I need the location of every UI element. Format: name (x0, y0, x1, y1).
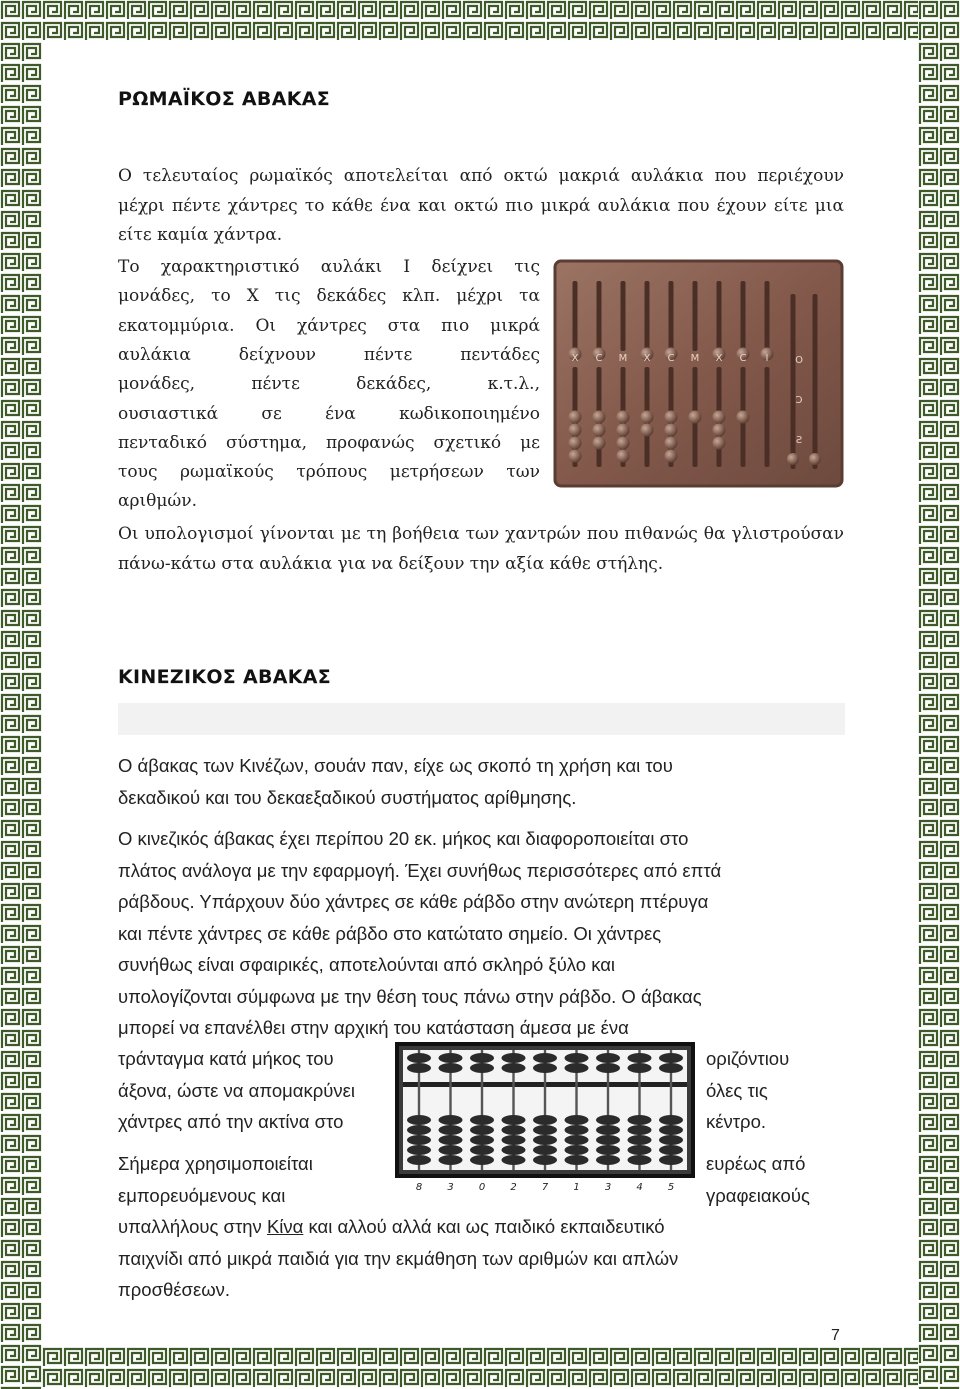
chinese-p2-line: Ο κινεζικός άβακας έχει περίπου 20 εκ. μήκος και διαφοροποιείται στο (118, 828, 689, 849)
chinese-bead (470, 1115, 494, 1125)
wrap-left-line: άξονα, ώστε να απομακρύνει (118, 1079, 355, 1101)
chinese-bead (439, 1135, 463, 1145)
chinese-bead (659, 1155, 683, 1165)
chinese-bead (439, 1063, 463, 1073)
chinese-bead (659, 1145, 683, 1155)
roman-bead (689, 411, 702, 424)
chinese-bead (659, 1125, 683, 1135)
chinese-bead (407, 1155, 431, 1165)
roman-abacus-label: Ƨ (795, 435, 803, 446)
chinese-bead (533, 1063, 557, 1073)
p3-line-with-link (118, 1211, 665, 1243)
chinese-bead (628, 1155, 652, 1165)
chinese-bead (470, 1155, 494, 1165)
chinese-p2-line: υπολογίζονται σύμφωνα με την θέση τους πάνω στην ράβδο. Ο άβακας (118, 985, 702, 1007)
chinese-bead (659, 1063, 683, 1073)
roman-abacus-label: M (618, 353, 628, 364)
roman-bead (809, 453, 821, 465)
roman-p2-line: ουσιαστικά σε ένα κωδικοποιημένο (118, 403, 540, 424)
roman-p2-line: εκατομμύρια. Οι χάντρες στα πιο μικρά (118, 315, 540, 336)
chinese-bead (533, 1155, 557, 1165)
chinese-bead (596, 1145, 620, 1155)
roman-paragraph-1: Ο τελευταίος ρωμαϊκός αποτελείται από οκτώ μακριά αυλάκια που περιέχουν μέχρι πέντε χάντρες το κάθε ένα και οκτώ πιο μικρά αυλάκια που έχουν είτε μια είτε καμία χάντρα. (118, 166, 844, 245)
chinese-bead (565, 1063, 589, 1073)
roman-upper-groove (741, 281, 746, 351)
chinese-p2-line: πλάτος ανάλογα με την εφαρμογή. Έχει συνήθως περισσότερες από επτά (118, 859, 722, 881)
roman-bead (665, 450, 678, 463)
chinese-p2-line: ράβδους. Υπάρχουν δύο χάντρες σε κάθε ράβδο στην ανώτερη πτέρυγα (118, 891, 709, 912)
chinese-bead (628, 1145, 652, 1155)
roman-bead (569, 411, 582, 424)
roman-upper-groove (621, 281, 626, 351)
chinese-digit: 0 (478, 1182, 486, 1193)
chinese-bead (596, 1053, 620, 1063)
roman-bead (787, 453, 799, 465)
chinese-p1-line: Ο άβακας των Κινέζων, σουάν παν, είχε ως σκοπό τη χρήση και του (118, 755, 673, 776)
roman-bead (617, 424, 630, 437)
chinese-bead (407, 1053, 431, 1063)
chinese-bead (502, 1145, 526, 1155)
roman-upper-groove (717, 281, 722, 351)
chinese-abacus-heading: ΚΙΝΕΖΙΚΟΣ ΑΒΑΚΑΣ (118, 666, 332, 688)
chinese-bead (565, 1155, 589, 1165)
chinese-p1-line: δεκαδικού και του δεκαεξαδικού συστήματος αρίθμησης. (118, 786, 577, 808)
chinese-bead (628, 1053, 652, 1063)
chinese-abacus-image (395, 1042, 695, 1197)
roman-side-groove (791, 294, 796, 469)
roman-bead (713, 411, 726, 424)
roman-abacus-label: X (571, 353, 579, 364)
chinese-digit: 3 (604, 1182, 612, 1193)
p3-left-line: Σήμερα χρησιμοποιείται (118, 1153, 313, 1174)
roman-upper-groove (597, 281, 602, 351)
greek-key-border-left (0, 0, 42, 1389)
roman-side-groove (813, 294, 818, 469)
chinese-bead (502, 1115, 526, 1125)
p3-text-post: και αλλού αλλά και ως παιδικό εκπαιδευτικό (303, 1216, 665, 1237)
chinese-bead (502, 1135, 526, 1145)
chinese-bead (502, 1063, 526, 1073)
chinese-bead (407, 1125, 431, 1135)
chinese-p2-line: συνήθως είναι σφαιρικές, αποτελούνται από σκληρό ξύλο και (118, 954, 616, 975)
roman-p2-line: μονάδες, πέντε δεκάδες, κ.τ.λ., (118, 374, 540, 395)
roman-bead (569, 450, 582, 463)
chinese-bead (470, 1053, 494, 1063)
roman-abacus-label: I (765, 353, 769, 364)
chinese-bead (439, 1125, 463, 1135)
chinese-digit: 7 (541, 1182, 549, 1193)
roman-bead (593, 437, 606, 450)
p3-line: παιχνίδι από μικρά παιδιά για την εκμάθηση των αριθμών και απλών (118, 1247, 679, 1269)
chinese-bead (596, 1063, 620, 1073)
wrap-left-line: χάντρες από την ακτίνα στο (118, 1111, 344, 1132)
greek-key-border-right (918, 0, 960, 1389)
p3-text-pre: υπαλλήλους στην (118, 1216, 267, 1237)
roman-bead (713, 424, 726, 437)
chinese-bead (407, 1063, 431, 1073)
roman-p2-line: τους ρωμαϊκούς τρόπους μετρήσεων των (118, 462, 540, 483)
chinese-bead (502, 1155, 526, 1165)
p3-line: προσθέσεων. (118, 1279, 231, 1300)
chinese-bead (533, 1135, 557, 1145)
roman-bead (617, 450, 630, 463)
chinese-digit: 8 (415, 1182, 423, 1193)
chinese-bead (628, 1063, 652, 1073)
roman-bead (617, 437, 630, 450)
chinese-bead (533, 1125, 557, 1135)
chinese-bead (533, 1145, 557, 1155)
chinese-bead (470, 1063, 494, 1073)
chinese-bead (596, 1155, 620, 1165)
chinese-digit: 5 (667, 1182, 675, 1193)
roman-abacus-label: O (795, 355, 803, 366)
chinese-bead (628, 1135, 652, 1145)
roman-bead (737, 411, 750, 424)
roman-bead (665, 411, 678, 424)
roman-p2-line: αυλάκια δείχνουν πέντε πεντάδες (118, 344, 540, 365)
roman-abacus-label: X (715, 353, 723, 364)
roman-bead (569, 437, 582, 450)
roman-p2-line: αριθμών. (118, 491, 198, 512)
chinese-bead (502, 1053, 526, 1063)
roman-abacus-label: C (667, 353, 675, 364)
chinese-p2-line: και πέντε χάντρες σε κάθε ράβδο στο κατώτατο σημείο. Οι χάντρες (118, 922, 662, 944)
chinese-bead (628, 1115, 652, 1125)
chinese-bead (628, 1125, 652, 1135)
chinese-bead (565, 1145, 589, 1155)
chinese-bead (659, 1053, 683, 1063)
roman-bead (617, 411, 630, 424)
chinese-bead (407, 1145, 431, 1155)
page-number: 7 (831, 1327, 840, 1344)
chinese-bead (470, 1125, 494, 1135)
shaded-bar (118, 703, 845, 735)
roman-bead (641, 424, 654, 437)
roman-upper-groove (693, 281, 698, 351)
roman-abacus-label: C (595, 353, 603, 364)
roman-bead (593, 424, 606, 437)
chinese-bead (596, 1125, 620, 1135)
roman-bead (593, 411, 606, 424)
roman-bead (569, 424, 582, 437)
roman-abacus-label: X (643, 353, 651, 364)
roman-abacus-image (553, 259, 844, 488)
chinese-bead (502, 1125, 526, 1135)
chinese-bead (439, 1145, 463, 1155)
chinese-digit: 3 (447, 1182, 454, 1193)
chinese-bead (596, 1115, 620, 1125)
chinese-bead (533, 1115, 557, 1125)
roman-abacus-label: C (739, 353, 747, 364)
chinese-digit: 4 (636, 1182, 643, 1193)
chinese-bead (439, 1053, 463, 1063)
roman-bead (665, 424, 678, 437)
chinese-bead (565, 1053, 589, 1063)
chinese-bead (596, 1135, 620, 1145)
roman-abacus-label: M (690, 353, 700, 364)
greek-key-border-bottom (0, 1347, 960, 1389)
greek-key-border-top (0, 0, 960, 42)
chinese-bead (407, 1135, 431, 1145)
roman-p2-line: πενταδικό σύστημα, προφανώς σχετικό με (118, 432, 540, 453)
chinese-bead (533, 1053, 557, 1063)
p3-left-line: εμπορευόμενους και (118, 1184, 286, 1206)
chinese-digit: 2 (510, 1182, 517, 1193)
roman-paragraph-3: Οι υπολογισμοί γίνονται με τη βοήθεια των χαντρών που πιθανώς θα γλιστρούσαν πάνω-κάτω στα αυλάκια για να δείξουν την αξία κάθε στήλης. (118, 524, 844, 574)
chinese-bead (565, 1135, 589, 1145)
roman-p2-line: Το χαρακτηριστικό αυλάκι I δείχνει τις (118, 257, 540, 277)
roman-lower-groove (765, 367, 770, 467)
roman-bead (713, 437, 726, 450)
chinese-bead (659, 1135, 683, 1145)
chinese-bead (439, 1115, 463, 1125)
china-link[interactable]: Κίνα (266, 1216, 304, 1237)
roman-abacus-heading: ΡΩΜΑΪΚΟΣ ΑΒΑΚΑΣ (118, 88, 331, 110)
chinese-bead (439, 1155, 463, 1165)
roman-abacus-label: Ɔ (795, 395, 803, 406)
roman-p2-line: μονάδες, το X τις δεκάδες κλπ. μέχρι τα (118, 286, 540, 307)
wrap-right-line: κέντρο. (706, 1111, 767, 1132)
roman-bead (641, 411, 654, 424)
chinese-bead (470, 1145, 494, 1155)
chinese-bead (407, 1115, 431, 1125)
roman-upper-groove (765, 281, 770, 351)
chinese-bead (470, 1135, 494, 1145)
roman-bead (665, 437, 678, 450)
wrap-left-line: τράνταγμα κατά μήκος του (118, 1048, 334, 1069)
roman-upper-groove (573, 281, 578, 351)
roman-upper-groove (669, 281, 674, 351)
p3-right-line: ευρέως από (706, 1153, 806, 1174)
p3-right-line: γραφειακούς (706, 1184, 810, 1206)
chinese-digit: 1 (573, 1182, 580, 1193)
chinese-bead (565, 1125, 589, 1135)
roman-upper-groove (645, 281, 650, 351)
chinese-p2-line: μπορεί να επανέλθει στην αρχική του κατάσταση άμεσα με ένα (118, 1017, 629, 1038)
chinese-bead (659, 1115, 683, 1125)
chinese-bead (565, 1115, 589, 1125)
wrap-right-line: οριζόντιου (706, 1048, 790, 1069)
wrap-right-line: όλες τις (706, 1079, 768, 1101)
